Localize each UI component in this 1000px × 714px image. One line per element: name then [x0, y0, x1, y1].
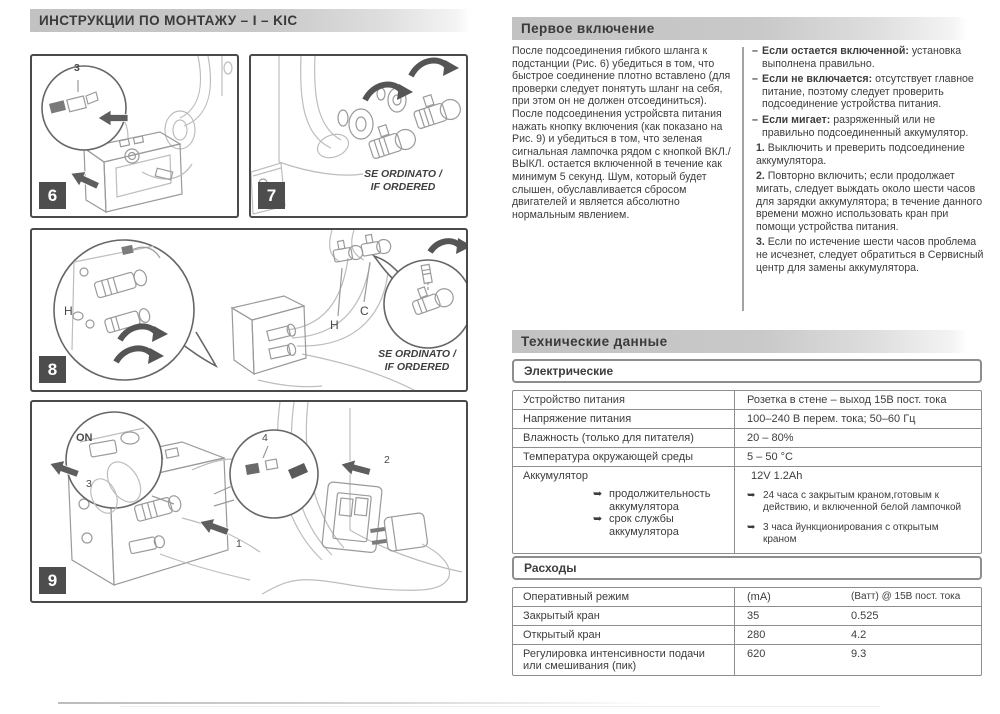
- table-row: Влажность (только для питателя) 20 – 80%: [513, 429, 981, 448]
- battery-note: ➥ 3 часа йункционирования с открытым краном: [747, 522, 939, 545]
- figure-9-panel: [30, 400, 468, 603]
- step-1: 1. Выключить и преверить подсоединение аккумулятора.: [756, 142, 965, 167]
- table-row: Температура окружающей среды 5 – 50 °C: [513, 448, 981, 467]
- battery-value: 12V 1.2Ah: [751, 470, 803, 482]
- table-row: Закрытый кран 35 0.525: [513, 607, 981, 626]
- figure-8-number-badge: 8: [39, 356, 66, 383]
- step-3: 3. Если по истечение шести часов проблема не исчезнет, следует обратиться в Сервисный центр для замены аккумулятора.: [756, 236, 984, 274]
- bullet-does-not-turn-on: – Если не включается: отсутствует главное питание, поэтому следует проверить подсоединение устройства питания.: [752, 73, 974, 111]
- battery-label: Аккумулятор: [523, 470, 588, 482]
- page-scan-shadow: [58, 702, 658, 704]
- table-row-battery: [513, 467, 981, 553]
- consumption-table: [512, 587, 982, 676]
- electrical-table-title: Электрические: [512, 359, 982, 383]
- table-row: Устройство питания Розетка в стене – выход 15В пост. тока: [513, 391, 981, 410]
- figure-9-callout-4: 4: [262, 432, 268, 444]
- figure-6-panel: [30, 54, 239, 218]
- figure-7-number-badge: 7: [258, 182, 285, 209]
- figure-9-illustration: [32, 402, 466, 601]
- bullet-blinks: – Если мигает: разряженный или не правильно подсоединенный аккумулятор.: [752, 113, 969, 139]
- consumption-table-title: Расходы: [512, 556, 982, 580]
- figure-8-panel: [30, 228, 468, 392]
- arrow-bullet-icon: ➥: [593, 488, 603, 500]
- figure-8-caption: SE ORDINATO / IF ORDERED: [378, 348, 456, 373]
- figure-8-label-h-hose: H: [330, 318, 339, 332]
- section-header-technical-data: Технические данные: [512, 330, 967, 353]
- first-activation-column-1: [512, 45, 738, 221]
- table-row: Открытый кран 280 4.2: [513, 626, 981, 645]
- paragraph-power-button: После подсоединения устройсвта питания нажать кнопку включения (как показано на Рис. 9) и убедиться в том, что зеленая сигнальная лампочка рядом с кнопкой ВКЛ./ВЫКЛ. остается включенной в течение как минимум 5 секунд. Шум, который будет слышен, обуславливается сбросом двигателей и является абсолютно нормальным явлением.: [512, 107, 731, 221]
- battery-sub-item: ➥ срок службы аккумулятора: [593, 513, 679, 538]
- figure-9-callout-3: 3: [86, 478, 92, 490]
- figure-7-panel: [249, 54, 468, 218]
- figure-9-callout-1: 1: [236, 538, 242, 550]
- arrow-bullet-icon: ➥: [747, 522, 756, 533]
- figure-6-number-badge: 6: [39, 182, 66, 209]
- section-header-first-activation: Первое включение: [512, 17, 967, 40]
- table-row: Напряжение питания 100–240 В перем. тока; 50–60 Гц: [513, 410, 981, 429]
- arrow-bullet-icon: ➥: [593, 513, 603, 525]
- figure-8-label-h-magnifier: H: [64, 304, 73, 318]
- figure-8-label-c-hose: C: [360, 304, 369, 318]
- page-scan-shadow-faint: [120, 706, 880, 707]
- arrow-bullet-icon: ➥: [747, 490, 756, 501]
- figure-6-callout-3: 3: [74, 62, 80, 74]
- electrical-table: [512, 390, 982, 554]
- paragraph-hose-connection: После подсоединения гибкого шланга к подстанции (Рис. 6) убедиться в том, что быстрое соединение плотно вставлено (для проверки следует понятуть шланг на себя, при этом он не должен отсоединиться).: [512, 45, 731, 108]
- battery-sub-item: ➥ продолжительность аккумулятора: [593, 488, 711, 513]
- table-header-row: Оперативный режим (mA) (Ватт) @ 15В пост. тока: [513, 588, 981, 607]
- figure-7-caption: SE ORDINATO / IF ORDERED: [364, 168, 442, 193]
- figure-9-label-on: ON: [76, 432, 93, 444]
- battery-note: ➥ 24 часа с закрытым краном,готовым к действию, и включенной белой лампочкой: [747, 490, 962, 513]
- first-activation-column-2: [752, 45, 985, 277]
- bullet-stays-on: – Если остается включенной: установка выполнена правильно.: [752, 45, 962, 70]
- figure-9-callout-2: 2: [384, 454, 390, 466]
- column-divider: [742, 47, 744, 311]
- figure-9-number-badge: 9: [39, 567, 66, 594]
- page-title: ИНСТРУКЦИИ ПО МОНТАЖУ – I – KIC: [30, 9, 470, 32]
- table-row: Регулировка интенсивности подачи или смешивания (пик) 620 9.3: [513, 645, 981, 675]
- step-2: 2. Повторно включить; если продолжает мигать, следует выждать около шести часов для зарядки аккумулятора; в течение данного времени можно использовать кран при помощи устройства питания.: [756, 170, 983, 233]
